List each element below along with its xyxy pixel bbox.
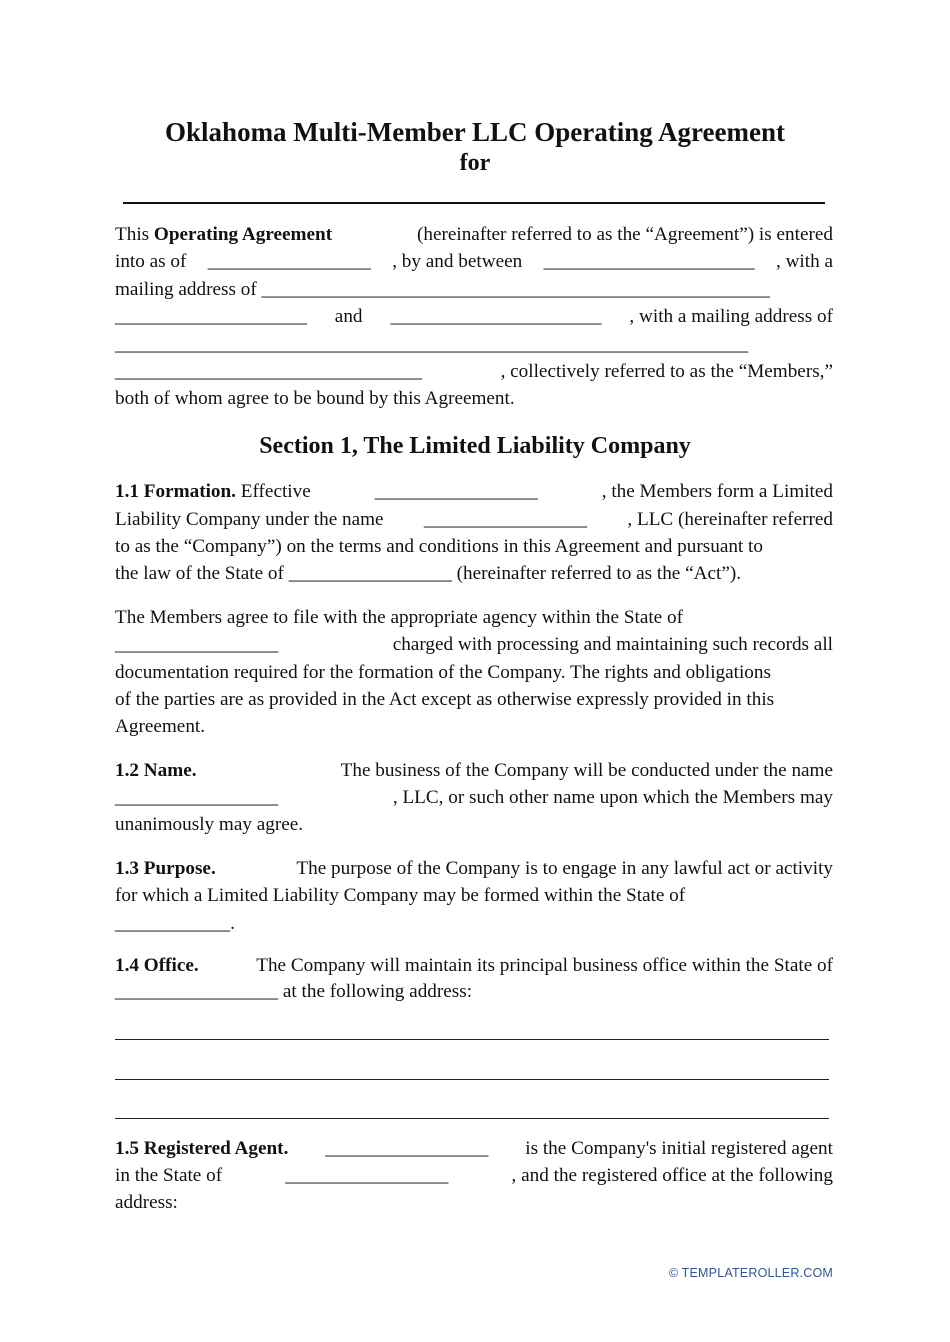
company-name-field[interactable]: _________________ <box>423 509 588 530</box>
state-law-field[interactable]: _________________ <box>288 563 452 584</box>
purpose-state-field[interactable]: ____________ <box>115 913 231 934</box>
office-address-line-2[interactable] <box>115 1079 829 1080</box>
member-2-address-field-cont[interactable]: ________________________________ <box>115 361 422 382</box>
member-2-name-field[interactable]: ______________________ <box>390 306 602 327</box>
purpose-label: 1.3 Purpose. <box>115 858 216 879</box>
filing-line-1: The Members agree to file with the appropriate agency within the State of <box>115 607 683 628</box>
intro-line-3: mailing address of _____________________________________________________ <box>115 279 771 300</box>
agent-line-3: address: <box>115 1192 178 1213</box>
office-line-1: 1.4 Office. The Company will maintain its principal business office within the State of <box>115 952 833 979</box>
member-1-address-field[interactable]: _____________________________________________________ <box>261 279 771 300</box>
purpose-line-3: ____________. <box>115 913 235 934</box>
name-line-2: _________________ , LLC, or such other name upon which the Members may <box>115 784 833 811</box>
agent-state-field[interactable]: _________________ <box>285 1165 449 1186</box>
registered-agent-label: 1.5 Registered Agent. <box>115 1138 289 1159</box>
purpose-line-1: 1.3 Purpose. The purpose of the Company is to engage in any lawful act or activity <box>115 855 833 882</box>
office-address-line-1[interactable] <box>115 1039 829 1040</box>
registered-agent-field[interactable]: _________________ <box>325 1138 489 1159</box>
document-subtitle: for <box>459 150 491 176</box>
filing-line-3: documentation required for the formation of the Company. The rights and obligations <box>115 662 771 683</box>
name-line-3: unanimously may agree. <box>115 814 304 835</box>
filing-line-5: Agreement. <box>115 716 206 737</box>
templateroller-link[interactable]: © TEMPLATEROLLER.COM <box>668 1266 833 1280</box>
document-title: Oklahoma Multi-Member LLC Operating Agreement <box>165 117 785 147</box>
formation-line-3: to as the “Company”) on the terms and conditions in this Agreement and pursuant to <box>115 536 763 557</box>
formation-line-4: the law of the State of _________________ (hereinafter referred to as the “Act”). <box>115 563 742 584</box>
operating-agreement-term: Operating Agreement <box>153 224 333 245</box>
filing-line-2: _________________ charged with processing and maintaining such records all <box>115 631 833 658</box>
business-name-field[interactable]: _________________ <box>115 787 279 808</box>
intro-line-7: both of whom agree to be bound by this Agreement. <box>115 388 515 409</box>
member-1-address-field-cont[interactable]: ____________________ <box>115 306 307 327</box>
formation-line-2: Liability Company under the name _________________ , LLC (hereinafter referred <box>115 506 833 533</box>
agent-line-2: in the State of _________________ , and the registered office at the following <box>115 1162 833 1189</box>
office-state-field[interactable]: _________________ <box>115 981 279 1002</box>
filing-state-field[interactable]: _________________ <box>115 634 279 655</box>
formation-line-1: 1.1 Formation. Effective _________________ , the Members form a Limited <box>115 478 833 505</box>
title-signature-line[interactable] <box>123 202 825 204</box>
section-1-heading: Section 1, The Limited Liability Company <box>259 433 691 459</box>
agent-line-1: 1.5 Registered Agent. _________________ is the Company's initial registered agent <box>115 1135 833 1162</box>
effective-date-field[interactable]: _________________ <box>374 481 538 502</box>
name-label: 1.2 Name. <box>115 760 197 781</box>
purpose-line-2: for which a Limited Liability Company may be formed within the State of <box>115 885 686 906</box>
intro-line-6: ________________________________ , collectively referred to as the “Members,” <box>115 358 833 385</box>
filing-line-4: of the parties are as provided in the Act except as otherwise expressly provided in this <box>115 689 775 710</box>
office-label: 1.4 Office. <box>115 955 199 976</box>
intro-line-4: ____________________ and ______________________ , with a mailing address of <box>115 303 833 330</box>
office-address-line-3[interactable] <box>115 1118 829 1119</box>
intro-line-1: This Operating Agreement (hereinafter referred to as the “Agreement”) is entered <box>115 224 833 245</box>
formation-label: 1.1 Formation. <box>115 481 236 502</box>
member-2-address-field[interactable]: __________________________________________________________________ <box>115 334 749 355</box>
agreement-date-field[interactable]: _________________ <box>207 251 371 272</box>
intro-line-2: into as of _________________ , by and between ______________________ , with a <box>115 248 833 275</box>
name-line-1: 1.2 Name. The business of the Company will be conducted under the name <box>115 757 833 784</box>
office-line-2: _________________ at the following address: <box>115 981 473 1002</box>
member-1-name-field[interactable]: ______________________ <box>543 251 755 272</box>
